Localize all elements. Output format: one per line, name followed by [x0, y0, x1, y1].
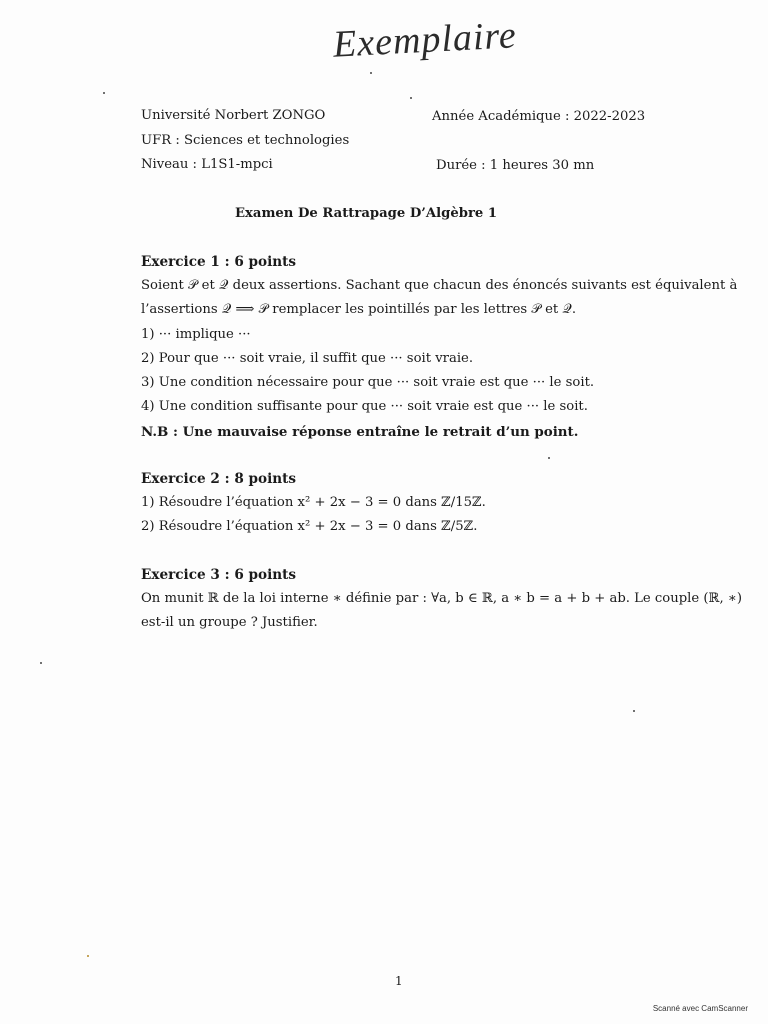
- exercice1-intro-line1: Soient 𝒫 et 𝒬 deux assertions. Sachant que chacun des énoncés suivants est équivalent à: [141, 278, 738, 293]
- scan-speck: [633, 710, 635, 712]
- scan-speck: [40, 662, 42, 664]
- duration: Durée : 1 heures 30 mn: [436, 158, 595, 173]
- scan-speck: [548, 457, 550, 459]
- exam-title: Examen De Rattrapage D’Algèbre 1: [235, 206, 498, 221]
- exercice1-item: 3) Une condition nécessaire pour que ··· soit vraie est que ··· le soit.: [141, 375, 595, 390]
- scan-speck: [370, 72, 372, 74]
- niveau-label: Niveau : L1S1-mpci: [141, 157, 273, 172]
- page-number: 1: [395, 974, 403, 988]
- university-name: Université Norbert ZONGO: [141, 108, 326, 123]
- exercice2-item: 2) Résoudre l’équation x² + 2x − 3 = 0 dans ℤ/5ℤ.: [141, 519, 478, 534]
- ufr-label: UFR : Sciences et technologies: [141, 133, 350, 148]
- exercice3-heading: Exercice 3 : 6 points: [141, 567, 297, 583]
- scanner-footer: Scanné avec CamScanner: [652, 1004, 748, 1013]
- exercice2-item: 1) Résoudre l’équation x² + 2x − 3 = 0 dans ℤ/15ℤ.: [141, 495, 486, 510]
- exercice2-heading: Exercice 2 : 8 points: [141, 471, 297, 487]
- exercice1-heading: Exercice 1 : 6 points: [141, 254, 297, 270]
- exercice1-note: N.B : Une mauvaise réponse entraîne le retrait d’un point.: [141, 424, 579, 440]
- exercice3-line1: On munit ℝ de la loi interne ∗ définie par : ∀a, b ∈ ℝ, a ∗ b = a + b + ab. Le couple (ℝ, ∗): [141, 591, 742, 606]
- exercice1-item: 2) Pour que ··· soit vraie, il suffit que ··· soit vraie.: [141, 351, 474, 366]
- exercice3-line2: est-il un groupe ? Justifier.: [141, 615, 318, 630]
- scan-speck: [103, 92, 105, 94]
- exercice1-intro-line2: l’assertions 𝒬 ⟹ 𝒫 remplacer les pointillés par les lettres 𝒫 et 𝒬.: [141, 302, 577, 317]
- exercice1-item: 1) ··· implique ···: [141, 327, 251, 342]
- exercice1-item: 4) Une condition suffisante pour que ··· soit vraie est que ··· le soit.: [141, 399, 588, 414]
- scan-speck: [87, 955, 89, 957]
- handwritten-exemplaire: Exemplaire: [332, 14, 518, 66]
- scan-speck: [410, 97, 412, 99]
- academic-year: Année Académique : 2022-2023: [432, 109, 646, 124]
